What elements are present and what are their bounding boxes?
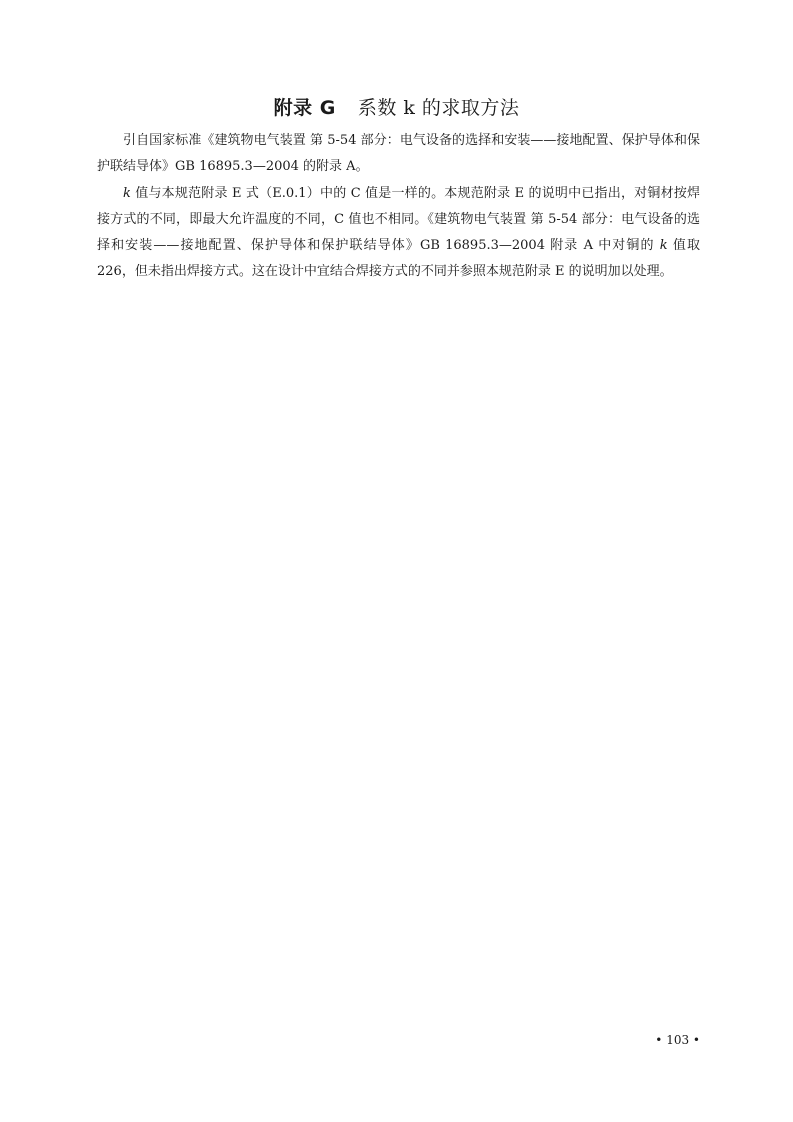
paragraph-explanation-text-b: 值取 226，但未指出焊接方式。这在设计中宜结合焊接方式的不同并参照本规范附录 E 的说明加以处理。 [97,238,700,279]
symbol-k: k [123,186,131,201]
page-number: • 103 • [655,1033,700,1047]
symbol-k-second: k [659,238,668,253]
appendix-title [0,94,793,122]
paragraph-explanation [97,181,700,285]
appendix-title-text: 系数 k 的求取方法 [357,97,520,119]
paragraph-source-text: 引自国家标准《建筑物电气装置 第 5-54 部分：电气设备的选择和安装——接地配置、保护导体和保护联结导体》GB 16895.3—2004 的附录 A。 [97,133,700,174]
appendix-label: 附录 G [273,97,336,119]
paragraph-explanation-text-a: 值与本规范附录 E 式（E.0.1）中的 C 值是一样的。本规范附录 E 的说明中已指出，对铜材按焊接方式的不同，即最大允许温度的不同，C 值也不相同。《建筑物电气装置 第 5-54 部分：电气设备的选择和安装——接地配置、保护导体和保护联结导体》GB 16895.3—2004 附录 A 中对铜的 [97,186,700,253]
paragraph-source [97,128,700,180]
